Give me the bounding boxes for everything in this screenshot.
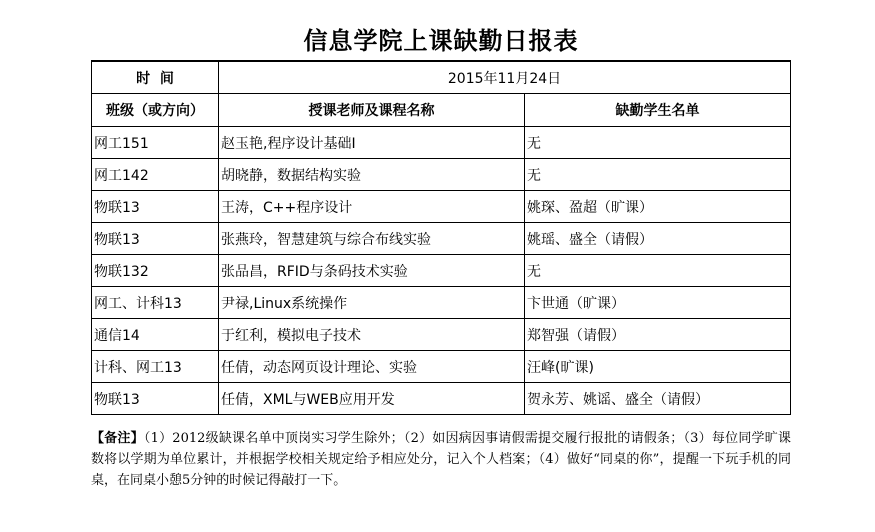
teacher-course-cell: 张燕玲，智慧建筑与综合布线实验 [219, 223, 525, 255]
teacher-course-cell: 于红利，模拟电子技术 [219, 319, 525, 351]
teacher-course-cell: 王涛，C++程序设计 [219, 191, 525, 223]
header-class: 班级（或方向） [92, 94, 219, 127]
time-label: 时 间 [92, 61, 219, 94]
teacher-course-cell: 任倩，XML与WEB应用开发 [219, 383, 525, 415]
absent-cell: 贺永芳、姚谣、盛全（请假） [525, 383, 791, 415]
absent-cell: 无 [525, 255, 791, 287]
absent-cell: 汪峰(旷课) [525, 351, 791, 383]
absence-report-table [91, 60, 791, 415]
report-title: 信息学院上课缺勤日报表 [303, 27, 579, 55]
time-row [92, 61, 791, 94]
absent-cell: 卞世通（旷课） [525, 287, 791, 319]
class-cell: 物联13 [92, 383, 219, 415]
teacher-course-cell: 赵玉艳,程序设计基础I [219, 127, 525, 159]
table-row [92, 127, 791, 159]
teacher-course-cell: 张品昌，RFID与条码技术实验 [219, 255, 525, 287]
class-cell: 网工、计科13 [92, 287, 219, 319]
absent-cell: 无 [525, 159, 791, 191]
absent-cell: 姚瑶、盛全（请假） [525, 223, 791, 255]
class-cell: 网工151 [92, 127, 219, 159]
header-row [92, 94, 791, 127]
class-cell: 物联13 [92, 191, 219, 223]
class-cell: 网工142 [92, 159, 219, 191]
table-row [92, 383, 791, 415]
teacher-course-cell: 任倩，动态网页设计理论、实验 [219, 351, 525, 383]
class-cell: 物联13 [92, 223, 219, 255]
teacher-course-cell: 胡晓静，数据结构实验 [219, 159, 525, 191]
table-row [92, 255, 791, 287]
table-row [92, 287, 791, 319]
table-row [92, 159, 791, 191]
absent-cell: 姚琛、盈超（旷课） [525, 191, 791, 223]
class-cell: 通信14 [92, 319, 219, 351]
remarks-text: （1）2012级缺课名单中顶岗实习学生除外；（2）如因病因事请假需提交履行报批的请假条；（3）每位同学旷课数将以学期为单位累计，并根据学校相关规定给予相应处分，记入个人档案；（4）做好“同桌的你”，提醒一下玩手机的同桌，在同桌小憩5分钟的时候记得敲打一下。 [91, 431, 791, 488]
table-row [92, 223, 791, 255]
absent-cell: 无 [525, 127, 791, 159]
remarks-label: 【备注】 [91, 431, 144, 446]
header-teacher-course: 授课老师及课程名称 [219, 94, 525, 127]
table-row [92, 319, 791, 351]
teacher-course-cell: 尹禄,Linux系统操作 [219, 287, 525, 319]
header-absent: 缺勤学生名单 [525, 94, 791, 127]
absent-cell: 郑智强（请假） [525, 319, 791, 351]
class-cell: 物联132 [92, 255, 219, 287]
report-date: 2015年11月24日 [219, 61, 791, 94]
table-row [92, 191, 791, 223]
table-row [92, 351, 791, 383]
remarks-note [91, 428, 791, 491]
class-cell: 计科、网工13 [92, 351, 219, 383]
